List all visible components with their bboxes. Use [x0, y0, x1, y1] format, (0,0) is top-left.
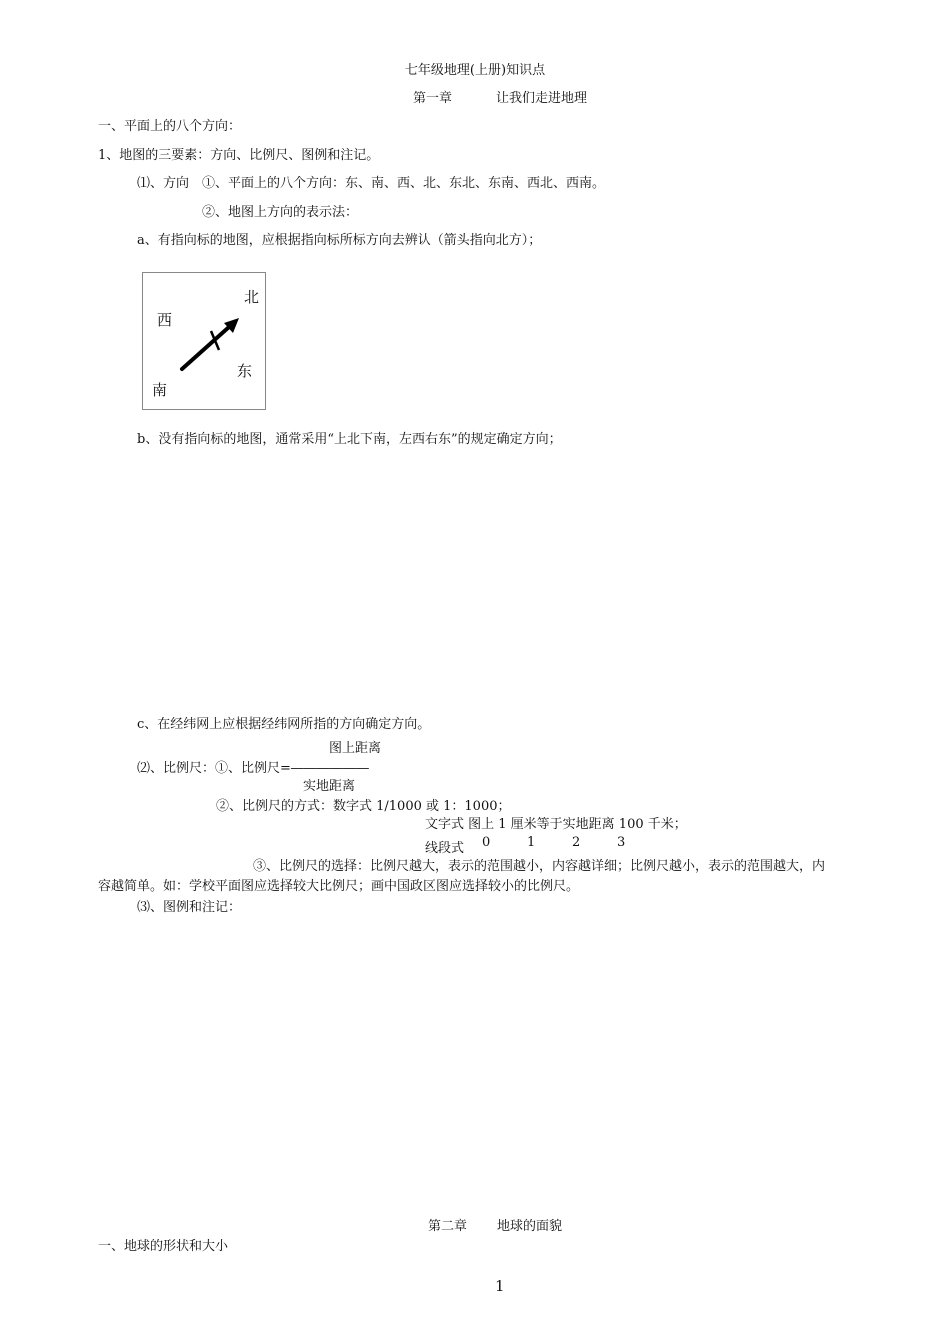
scale-line-numbers	[482, 834, 662, 852]
north-arrow-diagram	[142, 272, 266, 410]
compass-east-label: 东	[237, 362, 253, 380]
chapter2-heading	[428, 1218, 562, 1236]
chapter1-heading	[413, 90, 587, 108]
map-three-elements: 1、地图的三要素：方向、比例尺、图例和注记。	[98, 148, 380, 163]
scale-fraction-bar: ――――――	[290, 761, 369, 776]
scale-tick-label: 0	[482, 835, 491, 850]
compass-north-label: 北	[244, 288, 260, 306]
document-title: 七年级地理(上册)知识点	[404, 63, 546, 78]
legend-annotation-heading: ⑶、图例和注记：	[137, 900, 242, 915]
scale-choice-line2: 容越简单。如：学校平面图应选择较大比例尺；画中国政区图应选择较小的比例尺。	[98, 879, 580, 894]
scale-choice-line1: ③、比例尺的选择：比例尺越大，表示的范围越小，内容越详细；比例尺越小，表示的范围越大，内	[253, 859, 826, 874]
method-b-text: b、没有指向标的地图，通常采用“上北下南，左西右东”的规定确定方向；	[137, 432, 562, 447]
scale-tick-label: 2	[572, 835, 581, 850]
chapter1-title: 让我们走进地理	[496, 91, 588, 106]
scale-tick-label: 3	[617, 835, 626, 850]
direction-representation: ②、地图上方向的表示法：	[202, 205, 359, 220]
scale-text-form: 文字式 图上 1 厘米等于实地距离 100 千米；	[425, 817, 687, 832]
page-number: 1	[495, 1277, 505, 1295]
scale-fraction-numerator: 图上距离	[329, 741, 382, 756]
section-heading-earth-shape: 一、地球的形状和大小	[98, 1239, 229, 1254]
method-c-text: c、在经纬网上应根据经纬网所指的方向确定方向。	[137, 717, 431, 732]
compass-south-label: 南	[152, 381, 168, 399]
chapter1-number: 第一章	[413, 91, 453, 106]
method-a-text: a、有指向标的地图，应根据指向标所标方向去辨认（箭头指向北方）；	[137, 233, 542, 248]
scale-tick-label: 1	[527, 835, 536, 850]
scale-label: ⑵、比例尺：①、比例尺=	[137, 761, 291, 776]
chapter2-title: 地球的面貌	[497, 1219, 563, 1234]
compass-west-label: 西	[157, 311, 173, 329]
direction-eight-directions: ⑴、方向 ①、平面上的八个方向：东、南、西、北、东北、东南、西北、西南。	[137, 176, 606, 191]
scale-forms: ②、比例尺的方式：数字式 1/1000 或 1：1000；	[216, 799, 511, 814]
section-heading-eight-directions: 一、平面上的八个方向：	[98, 119, 242, 134]
chapter2-number: 第二章	[428, 1219, 468, 1234]
scale-definition	[137, 760, 369, 778]
scale-fraction-denominator: 实地距离	[303, 779, 356, 794]
scale-line-form: 线段式	[425, 841, 465, 856]
